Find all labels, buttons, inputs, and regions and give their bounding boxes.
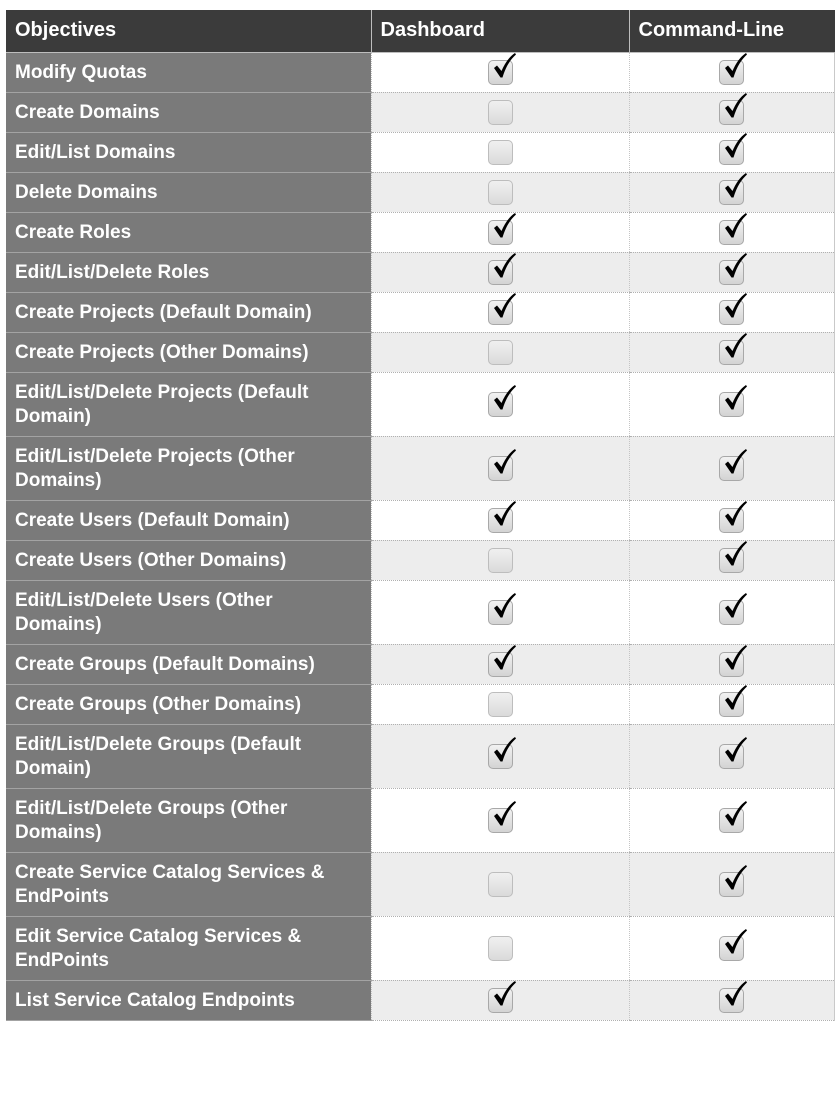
objective-label: Edit/List Domains [6, 132, 371, 172]
dashboard-cell [371, 852, 629, 916]
objective-label: Create Service Catalog Services & EndPoints [6, 852, 371, 916]
table-body [6, 52, 834, 1020]
table-row [6, 852, 834, 916]
command-line-cell [629, 372, 834, 436]
objective-label: Modify Quotas [6, 52, 371, 92]
table-row [6, 684, 834, 724]
checkmark-icon [722, 864, 748, 892]
checkmark-icon [722, 172, 748, 200]
command-line-cell [629, 540, 834, 580]
command-line-column-header: Command-Line [629, 10, 834, 52]
checkmark-icon [491, 252, 517, 280]
objective-label: Edit/List/Delete Projects (Default Domain) [6, 372, 371, 436]
command-line-cell [629, 500, 834, 540]
dashboard-cell [371, 212, 629, 252]
empty-checkbox-icon [488, 180, 513, 205]
empty-checkbox-icon [488, 100, 513, 125]
command-line-cell [629, 172, 834, 212]
table-row [6, 788, 834, 852]
checkmark-icon [722, 132, 748, 160]
checkmark-icon [722, 292, 748, 320]
empty-checkbox-icon [488, 340, 513, 365]
command-line-cell [629, 212, 834, 252]
objective-label: Create Domains [6, 92, 371, 132]
checked-checkbox-icon [719, 260, 744, 285]
checked-checkbox-icon [488, 60, 513, 85]
dashboard-cell [371, 580, 629, 644]
objective-label: Edit/List/Delete Groups (Default Domain) [6, 724, 371, 788]
objective-label: Edit Service Catalog Services & EndPoints [6, 916, 371, 980]
objective-label: Create Projects (Default Domain) [6, 292, 371, 332]
checked-checkbox-icon [719, 808, 744, 833]
checkmark-icon [722, 252, 748, 280]
dashboard-cell [371, 292, 629, 332]
checkmark-icon [722, 736, 748, 764]
table-row [6, 540, 834, 580]
dashboard-cell [371, 436, 629, 500]
command-line-cell [629, 788, 834, 852]
dashboard-cell [371, 980, 629, 1020]
table-row [6, 52, 834, 92]
objective-label: Edit/List/Delete Users (Other Domains) [6, 580, 371, 644]
objective-label: Create Roles [6, 212, 371, 252]
checkmark-icon [722, 928, 748, 956]
table-row [6, 644, 834, 684]
dashboard-cell [371, 500, 629, 540]
checked-checkbox-icon [719, 744, 744, 769]
checked-checkbox-icon [719, 652, 744, 677]
command-line-cell [629, 724, 834, 788]
checked-checkbox-icon [719, 548, 744, 573]
table-row [6, 252, 834, 292]
dashboard-cell [371, 540, 629, 580]
empty-checkbox-icon [488, 936, 513, 961]
dashboard-cell [371, 172, 629, 212]
command-line-cell [629, 92, 834, 132]
command-line-cell [629, 436, 834, 500]
checkmark-icon [722, 52, 748, 80]
objective-label: Edit/List/Delete Projects (Other Domains) [6, 436, 371, 500]
table-row [6, 172, 834, 212]
dashboard-column-header: Dashboard [371, 10, 629, 52]
objective-label: Edit/List/Delete Roles [6, 252, 371, 292]
table-row [6, 132, 834, 172]
command-line-cell [629, 252, 834, 292]
objectives-table-container [6, 10, 834, 1021]
dashboard-cell [371, 372, 629, 436]
objective-label: Create Groups (Default Domains) [6, 644, 371, 684]
checked-checkbox-icon [719, 60, 744, 85]
checkmark-icon [722, 332, 748, 360]
checkmark-icon [722, 384, 748, 412]
checked-checkbox-icon [488, 988, 513, 1013]
checked-checkbox-icon [719, 220, 744, 245]
checked-checkbox-icon [719, 180, 744, 205]
checkmark-icon [491, 500, 517, 528]
objective-label: Delete Domains [6, 172, 371, 212]
table-row [6, 724, 834, 788]
checkmark-icon [491, 800, 517, 828]
dashboard-cell [371, 724, 629, 788]
checkmark-icon [491, 292, 517, 320]
checkmark-icon [722, 92, 748, 120]
dashboard-cell [371, 916, 629, 980]
checked-checkbox-icon [488, 456, 513, 481]
checked-checkbox-icon [488, 600, 513, 625]
checked-checkbox-icon [719, 692, 744, 717]
objective-label: Create Users (Default Domain) [6, 500, 371, 540]
checked-checkbox-icon [719, 600, 744, 625]
checkmark-icon [722, 592, 748, 620]
command-line-cell [629, 292, 834, 332]
checkmark-icon [722, 644, 748, 672]
checked-checkbox-icon [719, 988, 744, 1013]
checked-checkbox-icon [719, 936, 744, 961]
checked-checkbox-icon [488, 744, 513, 769]
command-line-cell [629, 132, 834, 172]
command-line-cell [629, 684, 834, 724]
dashboard-cell [371, 132, 629, 172]
table-row [6, 212, 834, 252]
checked-checkbox-icon [488, 300, 513, 325]
checkmark-icon [491, 52, 517, 80]
empty-checkbox-icon [488, 548, 513, 573]
objectives-table [6, 10, 835, 1021]
table-row [6, 916, 834, 980]
table-row [6, 580, 834, 644]
table-header [6, 10, 834, 52]
dashboard-cell [371, 788, 629, 852]
command-line-cell [629, 980, 834, 1020]
dashboard-cell [371, 644, 629, 684]
table-row [6, 92, 834, 132]
checked-checkbox-icon [488, 508, 513, 533]
dashboard-cell [371, 252, 629, 292]
checked-checkbox-icon [719, 872, 744, 897]
table-row [6, 332, 834, 372]
dashboard-cell [371, 332, 629, 372]
checkmark-icon [491, 980, 517, 1008]
checked-checkbox-icon [488, 260, 513, 285]
table-row [6, 980, 834, 1020]
table-row [6, 500, 834, 540]
empty-checkbox-icon [488, 692, 513, 717]
checked-checkbox-icon [719, 300, 744, 325]
checkmark-icon [722, 448, 748, 476]
header-row [6, 10, 834, 52]
table-row [6, 292, 834, 332]
objective-label: List Service Catalog Endpoints [6, 980, 371, 1020]
checkmark-icon [491, 736, 517, 764]
checkmark-icon [491, 212, 517, 240]
objective-label: Edit/List/Delete Groups (Other Domains) [6, 788, 371, 852]
dashboard-cell [371, 684, 629, 724]
checked-checkbox-icon [719, 140, 744, 165]
checked-checkbox-icon [488, 220, 513, 245]
objectives-column-header: Objectives [6, 10, 371, 52]
checkmark-icon [491, 448, 517, 476]
checkmark-icon [491, 384, 517, 412]
checked-checkbox-icon [719, 340, 744, 365]
checkmark-icon [722, 800, 748, 828]
command-line-cell [629, 52, 834, 92]
checked-checkbox-icon [488, 652, 513, 677]
checkmark-icon [722, 212, 748, 240]
checked-checkbox-icon [488, 808, 513, 833]
checkmark-icon [722, 980, 748, 1008]
checkmark-icon [722, 500, 748, 528]
checked-checkbox-icon [719, 456, 744, 481]
checkmark-icon [722, 684, 748, 712]
checkmark-icon [722, 540, 748, 568]
command-line-cell [629, 332, 834, 372]
command-line-cell [629, 580, 834, 644]
objective-label: Create Groups (Other Domains) [6, 684, 371, 724]
checked-checkbox-icon [719, 392, 744, 417]
empty-checkbox-icon [488, 140, 513, 165]
checkmark-icon [491, 644, 517, 672]
checked-checkbox-icon [488, 392, 513, 417]
checked-checkbox-icon [719, 508, 744, 533]
command-line-cell [629, 916, 834, 980]
table-row [6, 436, 834, 500]
table-row [6, 372, 834, 436]
objective-label: Create Users (Other Domains) [6, 540, 371, 580]
dashboard-cell [371, 52, 629, 92]
objective-label: Create Projects (Other Domains) [6, 332, 371, 372]
checkmark-icon [491, 592, 517, 620]
command-line-cell [629, 852, 834, 916]
checked-checkbox-icon [719, 100, 744, 125]
command-line-cell [629, 644, 834, 684]
dashboard-cell [371, 92, 629, 132]
empty-checkbox-icon [488, 872, 513, 897]
